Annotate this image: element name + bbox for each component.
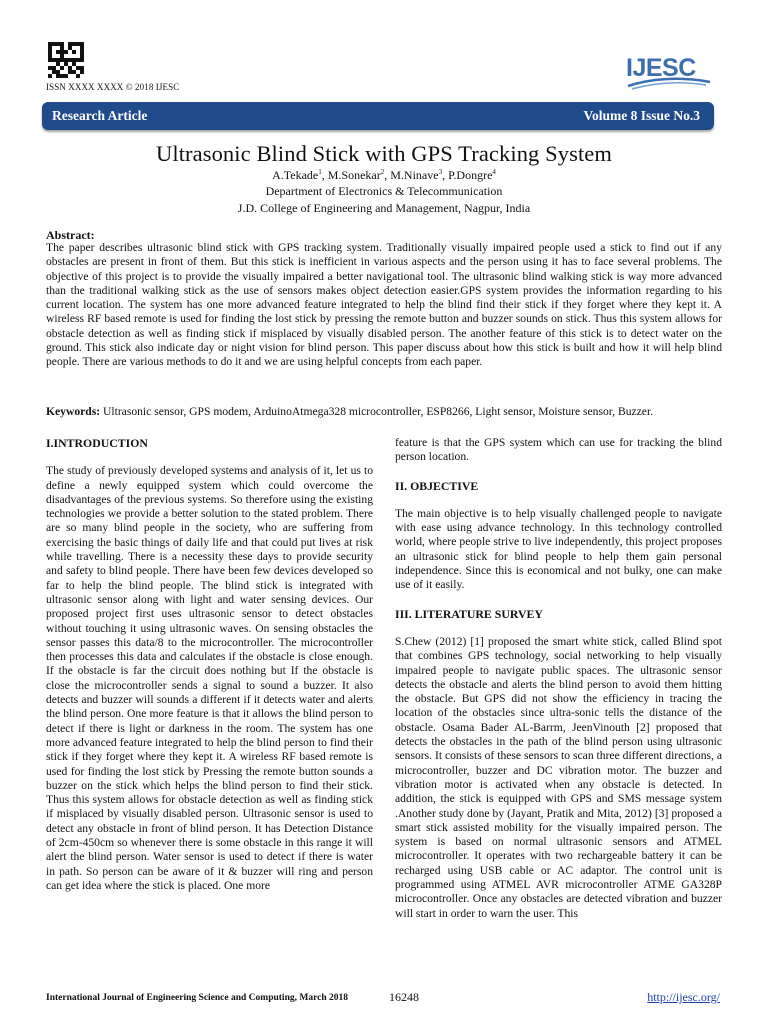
article-type-banner [42,102,714,130]
issn-line: ISSN XXXX XXXX © 2018 IJESC [46,82,180,92]
journal-website-link[interactable]: http://ijesc.org/ [647,990,720,1004]
logo-swoosh-icon [626,76,712,90]
college-line: J.D. College of Engineering and Management, Nagpur, India [237,201,531,215]
author-name: M.Ninave [390,168,439,182]
department-line: Department of Electronics & Telecommunication [265,184,503,198]
author-affiliation-mark: 1 [318,168,322,176]
section-heading-introduction: I.INTRODUCTION [46,436,148,450]
abstract-text: The paper describes ultrasonic blind stick with GPS tracking system. Traditionally visually impaired people used a stick to find out if any obstacles are present in front of them. But this stick is inefficient in various aspects and the person using it has to face several problems. The objective of this project is to provide the visually impaired a better navigational tool. The ultrasonic blind walking stick is way more advanced than the traditional walking stick as the use of sensors makes object detection easier.GPS system provides the information regarding to his current location. The system has one more advanced feature integrated to help the blind find their stick if they forget where they kept it. A wireless RF based remote is used for finding the lost stick by pressing the remote button and buzzer sounds on stick. Thus this system allows for obstacle detection as well as finding stick if misplaced by visually disabled person. The another feature of this stick is to detect water on the ground. This stick also indicate day or night vision for blind person. This paper discuss about how this stick is built and how it will help blind people. There are various methods to do it and we are using helpful concepts from each paper. [46,241,722,369]
qr-code-icon [48,42,84,78]
page-number: 16248 [389,990,419,1004]
literature-text: S.Chew (2012) [1] proposed the smart white stick, called Blind spot that combines GPS technology, social networking to help visually impaired people to navigate public spaces. The ultrasonic sensor detects the obstacle and alerts the blind person to avoid them hitting the obstacle. But GPS did not show the efficiency in tracing the location of the obstacles since ultra-sonic tells the distance of the obstacle. Osama Bader AL-Barrm, JeenVinouth [2] proposed that detects the obstacles in the path of the blind person using ultrasonic sensors. It consists of these sensors to scan three different directions, a microcontroller, buzzer and DC vibration motor. The buzzer and vibration motor is activated when any obstacle is detected. In addition, the stick is equipped with GPS and SMS message system .Another study done by (Jayant, Pratik and Mita, 2012) [3] proposed a smart stick assisted mobility for the visually impaired person. The system is based on normal ultrasonic sensors and ATMEL microcontroller. It operates with two rechargeable battery it can be recharged using USB cable or AC adaptor. The control unit is programmed using ATMEL AVR microcontroller ATME GA328P microcontroller. Once any obstacles are detected vibration and buzzer will start in order to warn the user. This [395,634,722,920]
keywords-label: Keywords: [46,405,101,418]
author-name: A.Tekade [272,168,319,182]
author-affiliation-mark: 3 [438,168,443,176]
introduction-continuation: feature is that the GPS system which can use for tracking the blind person location. [395,436,722,464]
keywords-line [46,405,722,418]
ijesc-logo [626,52,712,92]
introduction-text: The study of previously developed systems and analysis of it, let us to define a newly equipped system which could overcome the disadvantages of the previous systems. So therefore using the existing technologies we provide a better solution to the stated problem. There are so many blind people in the society, who are suffering from exercising the basic things of daily life and that could put lives at risk while travelling. There is a necessity these days to provide security and safety to blind people. There have been few devices developed so far to help the blind people. The blind stick is integrated with ultrasonic sensor along with light and water sensing devices. Our proposed project first uses ultrasonic sensor to detect obstacles without touching it using ultrasonic waves. On sensing obstacles the sensor passes this data/8 to the microcontroller. The microcontroller then processes this data and calculates if the obstacle is close enough. If the obstacle is far the circuit does nothing but If the obstacle is close the microcontroller sends a signal to sound a buzzer. It also detects and buzzer will sounds a different if it detects water and alerts the blind person. One more feature is that it allows the blind person to detect if there is light or darkness in the room. The system has one more advanced feature integrated to help the blind person to find their stick if they forget where they kept it. A wireless RF based remote is used for finding the lost stick by Pressing the remote button sounds a buzzer on the stick which helps the blind person to find their stick. Thus this system allows for obstacle detection as well as finding stick if misplaced by visually disabled person. Ultrasonic sensor is used to detect any obstacle in front of blind person. It has Detection Distance of 2cm-450cm so whenever there is some obstacle in this range it will alert the blind person. Water sensor is used to detect if there is water in path. So person can be aware of it & buzzer will ring and person can get idea where the stick is placed. One more [46,464,373,892]
right-column [395,436,722,935]
author-list: A.Tekade$^1$, M.Sonekar$^2$, M.Ninave$^3$, P.Dongre$^4$ [272,168,496,182]
author-name: M.Sonekar [327,168,381,182]
abstract-heading: Abstract: [46,228,95,242]
author-name: P.Dongre [448,168,493,182]
left-column [46,436,373,907]
logo-text: IJESC [626,54,696,82]
footer-journal-name: International Journal of Engineering Science and Computing, March 2018 [46,993,348,1003]
volume-issue-label: Volume 8 Issue No.3 [583,108,700,123]
section-heading-literature: III. LITERATURE SURVEY [395,606,543,621]
objective-text: The main objective is to help visually challenged people to navigate with ease using advance technology. In this technology controlled world, where people strive to live independently, this project proposes an ultrasonic stick for blind people to help them gain personal independence. Since this is economical and not bulky, one can make use of it easily. [395,506,722,592]
article-type-label: Research Article [52,108,148,123]
keywords-text: Ultrasonic sensor, GPS modem, ArduinoAtmega328 microcontroller, ESP8266, Light sensor, Moisture sensor, Buzzer. [100,405,654,418]
author-affiliation-mark: 2 [380,168,385,176]
paper-title: Ultrasonic Blind Stick with GPS Tracking System [156,141,612,166]
section-heading-objective: II. OBJECTIVE [395,478,479,493]
author-affiliation-mark: 4 [492,168,496,176]
